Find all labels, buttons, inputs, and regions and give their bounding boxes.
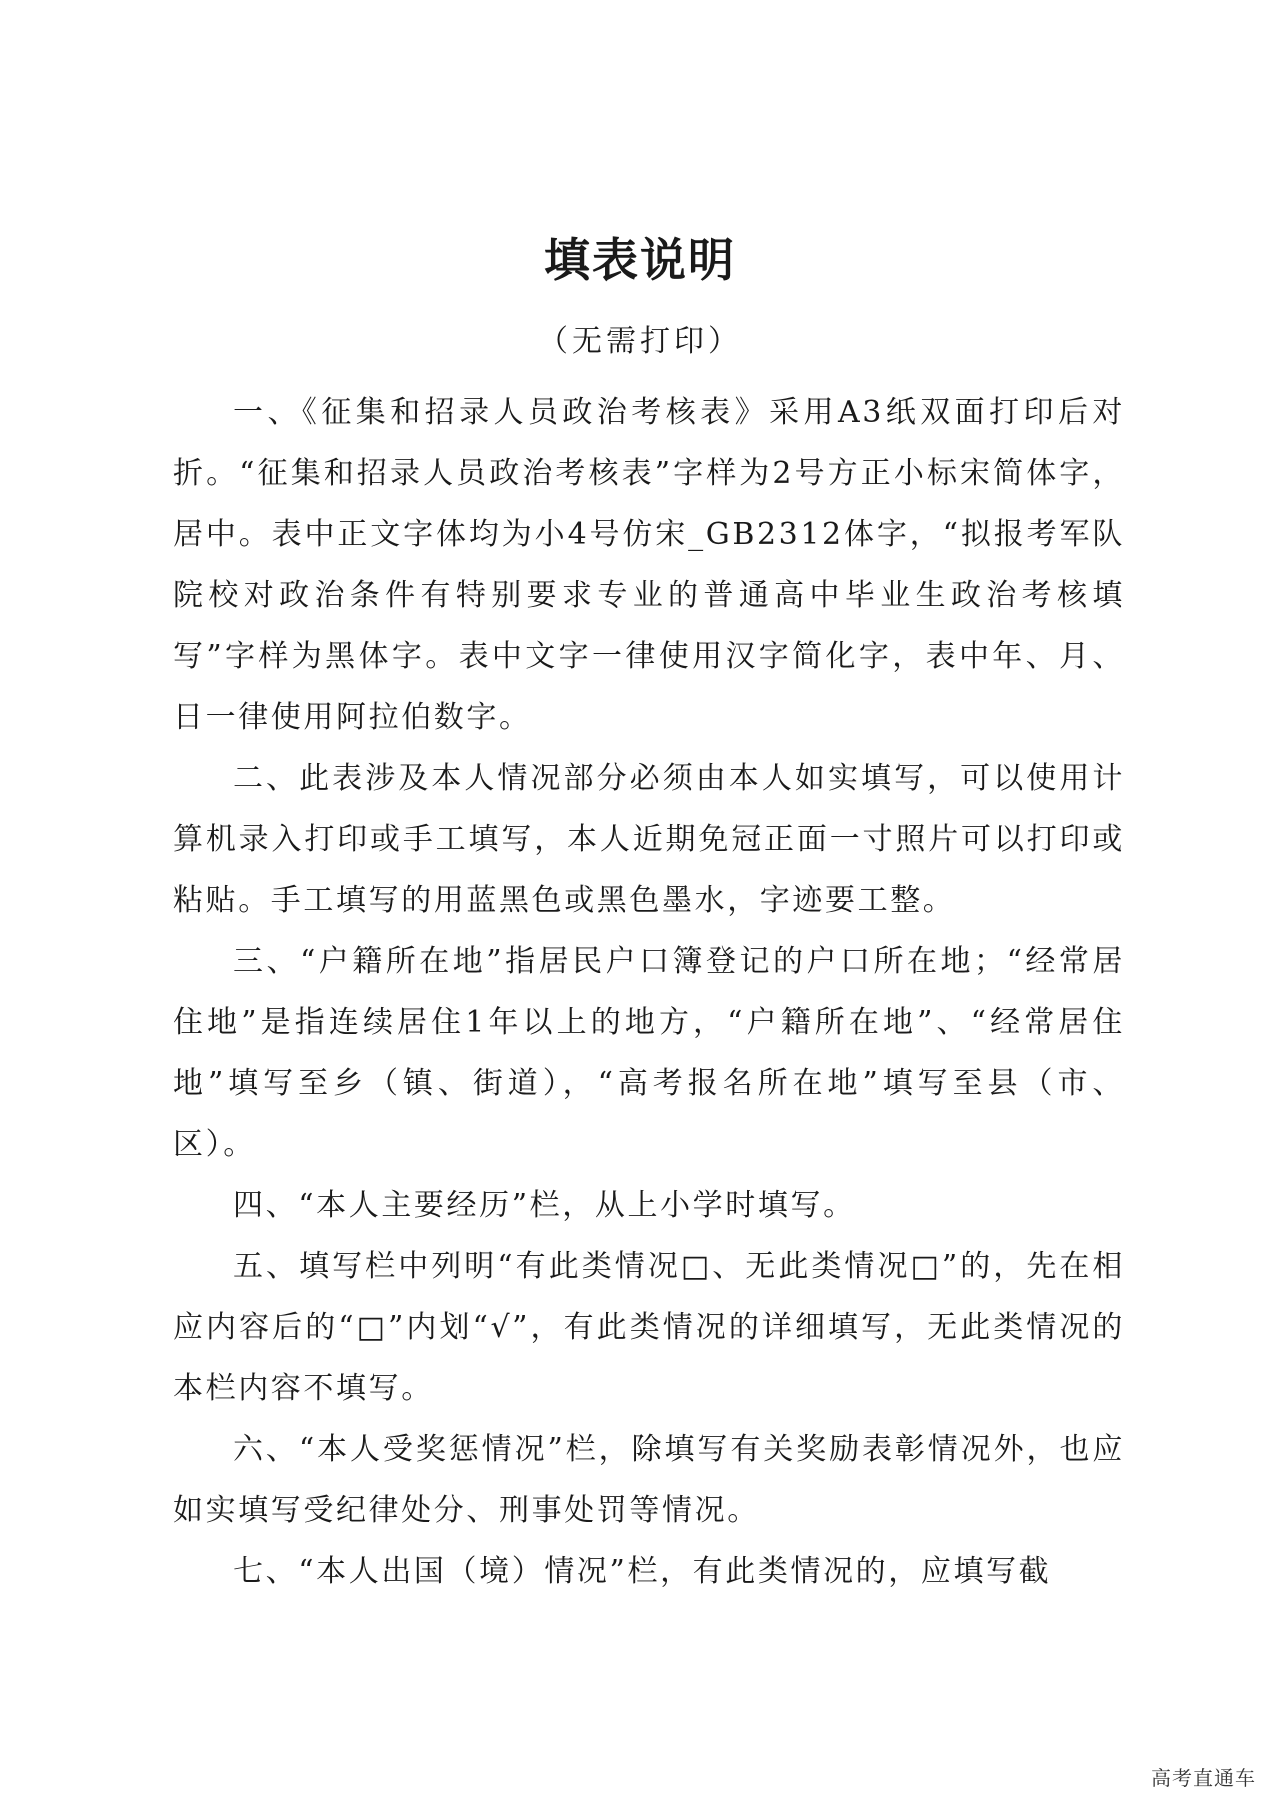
paragraph-3: 三、“户籍所在地”指居民户口簿登记的户口所在地；“经常居住地”是指连续居住1年以上的地方，“户籍所在地”、“经常居住地”填写至乡（镇、街道），“高考报名所在地”填写至县（市、区）。 [173, 944, 1125, 1162]
watermark-text: 高考直通车 [1151, 1766, 1256, 1790]
paragraph-2: 二、此表涉及本人情况部分必须由本人如实填写，可以使用计算机录入打印或手工填写，本人近期免冠正面一寸照片可以打印或粘贴。手工填写的用蓝黑色或黑色墨水，字迹要工整。 [173, 761, 1125, 918]
paragraph-4: 四、“本人主要经历”栏，从上小学时填写。 [233, 1188, 856, 1223]
paragraph-7: 七、“本人出国（境）情况”栏，有此类情况的，应填写截 [233, 1554, 1052, 1589]
instructions-body [173, 382, 1125, 1602]
paragraph-1: 一、《征集和招录人员政治考核表》采用A3纸双面打印后对折。“征集和招录人员政治考核表”字样为2号方正小标宋简体字，居中。表中正文字体均为小4号仿宋_GB2312体字，“拟报考军队院校对政治条件有特别要求专业的普通高中毕业生政治考核填写”字样为黑体字。表中文字一律使用汉字简化字，表中年、月、日一律使用阿拉伯数字。 [173, 395, 1125, 735]
paragraph-5: 五、填写栏中列明“有此类情况□、无此类情况□”的，先在相应内容后的“□”内划“√”，有此类情况的详细填写，无此类情况的本栏内容不填写。 [173, 1249, 1125, 1406]
document-subtitle: （无需打印） [538, 324, 742, 359]
document-title: 填表说明 [544, 233, 736, 287]
paragraph-6: 六、“本人受奖惩情况”栏，除填写有关奖励表彰情况外，也应如实填写受纪律处分、刑事处罚等情况。 [173, 1432, 1125, 1528]
